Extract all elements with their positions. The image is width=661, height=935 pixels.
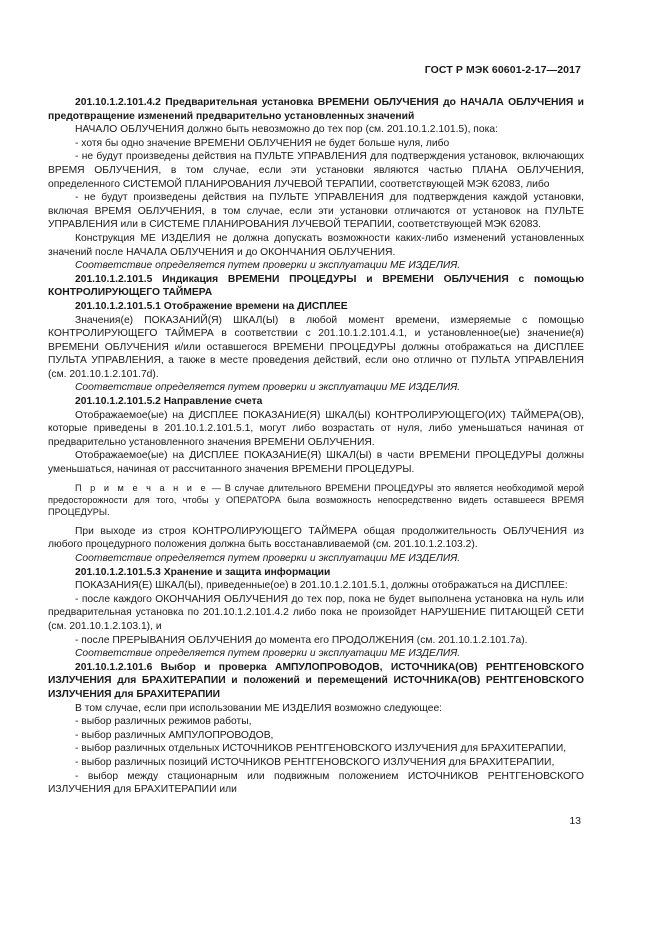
section-heading: 201.10.1.2.101.4.2 Предварительная установка ВРЕМЕНИ ОБЛУЧЕНИЯ до НАЧАЛА ОБЛУЧЕНИЯ и предотвращение изменений предварительно установленных значений — [48, 97, 584, 122]
section-heading: 201.10.1.2.101.5.3 Хранение и защита информации — [75, 566, 331, 578]
body-paragraph: - выбор различных отдельных ИСТОЧНИКОВ РЕНТГЕНОВСКОГО ИЗЛУЧЕНИЯ для БРАХИТЕРАПИИ, — [75, 743, 567, 755]
section-heading: 201.10.1.2.101.5 Индикация ВРЕМЕНИ ПРОЦЕДУРЫ и ВРЕМЕНИ ОБЛУЧЕНИЯ с помощью КОНТРОЛИРУЮЩЕГО ТАЙМЕРА — [48, 273, 584, 299]
body-paragraph: - выбор различных режимов работы, — [75, 716, 252, 728]
document-body — [48, 96, 584, 797]
section-heading: 201.10.1.2.101.6 Выбор и проверка АМПУЛОПРОВОДОВ, ИСТОЧНИКА(ОВ) РЕНТГЕНОВСКОГО ИЗЛУЧЕНИЯ для БРАХИТЕРАПИИ и положений и перемещений ИСТОЧНИКА(ОВ) РЕНТГЕНОВСКОГО ИЗЛУЧЕНИЯ для БРАХИТЕРАПИИ — [48, 661, 584, 700]
body-paragraph: ПОКАЗАНИЯ(Е) ШКАЛ(Ы), приведенные(ое) в 201.10.1.2.101.5.1, должны отображаться на ДИСПЛЕЕ: — [75, 580, 568, 592]
note-paragraph — [48, 482, 584, 519]
standard-header: ГОСТ Р МЭК 60601-2-17—2017 — [424, 64, 581, 76]
compliance-statement: Соответствие определяется путем проверки и эксплуатации МЕ ИЗДЕЛИЯ. — [75, 260, 461, 272]
body-paragraph: НАЧАЛО ОБЛУЧЕНИЯ должно быть невозможно до тех пор (см. 201.10.1.2.101.5), пока: — [75, 124, 498, 136]
compliance-statement: Соответствие определяется путем проверки и эксплуатации МЕ ИЗДЕЛИЯ. — [75, 553, 461, 565]
note-label: П р и м е ч а н и е — [75, 482, 209, 493]
body-paragraph: - хотя бы одно значение ВРЕМЕНИ ОБЛУЧЕНИЯ не будет больше нуля, либо — [75, 137, 450, 149]
section-heading: 201.10.1.2.101.5.2 Направление счета — [75, 396, 263, 408]
body-paragraph: Значения(е) ПОКАЗАНИЙ(Я) ШКАЛ(Ы) в любой момент времени, измеряемые с помощью КОНТРОЛИРУЮЩЕГО ТАЙМЕРА в соответствии с 201.10.1.2.101.4.1, и установленное(ые) значение(я) ВРЕМЕНИ ОБЛУЧЕНИЯ и/или оставшегося ВРЕМЕНИ ПРОЦЕДУРЫ должны отображаться на ДИСПЛЕЕ ПУЛЬТА УПРАВЛЕНИЯ, а также в месте проведения действий, если оно отлично от ПУЛЬТА УПРАВЛЕНИЯ (см. 201.10.1.2.101.7d). — [48, 314, 584, 380]
page-number: 13 — [569, 816, 581, 827]
note-text: — В случае длительного ВРЕМЕНИ ПРОЦЕДУРЫ это является необходимой мерой предосторожности для того, чтобы у ОПЕРАТОРА была возможность непосредственно видеть оставшееся ВРЕМЯ ПРОЦЕДУРЫ. — [48, 482, 584, 518]
body-paragraph: - выбор между стационарным или подвижным положением ИСТОЧНИКОВ РЕНТГЕНОВСКОГО ИЗЛУЧЕНИЯ для БРАХИТЕРАПИИ или — [48, 770, 584, 796]
body-paragraph: При выходе из строя КОНТРОЛИРУЮЩЕГО ТАЙМЕРА общая продолжительность ОБЛУЧЕНИЯ из любого процедурного положения должна быть восстанавливаемой (см. 201.10.1.2.103.2). — [48, 525, 584, 551]
body-paragraph: Отображаемое(ые) на ДИСПЛЕЕ ПОКАЗАНИЕ(Я) ШКАЛ(Ы) в части ВРЕМЕНИ ПРОЦЕДУРЫ должны уменьшаться, начиная от рассчитанного значения ВРЕМЕНИ ПРОЦЕДУРЫ. — [48, 450, 584, 476]
compliance-statement: Соответствие определяется путем проверки и эксплуатации МЕ ИЗДЕЛИЯ. — [75, 648, 461, 660]
compliance-statement: Соответствие определяется путем проверки и эксплуатации МЕ ИЗДЕЛИЯ. — [75, 382, 461, 394]
section-heading: 201.10.1.2.101.5.1 Отображение времени на ДИСПЛЕЕ — [75, 300, 348, 312]
body-paragraph: - не будут произведены действия на ПУЛЬТЕ УПРАВЛЕНИЯ для подтверждения установок, включающих ВРЕМЯ ОБЛУЧЕНИЯ, в том случае, если эти установки являются частью ПЛАНА ОБЛУЧЕНИЯ, определенного СИСТЕМОЙ ПЛАНИРОВАНИЯ ЛУЧЕВОЙ ТЕРАПИИ, соответствующей МЭК 62083, либо — [48, 151, 584, 190]
body-paragraph: - выбор различных АМПУЛОПРОВОДОВ, — [75, 729, 274, 741]
body-paragraph: - выбор различных позиций ИСТОЧНИКОВ РЕНТГЕНОВСКОГО ИЗЛУЧЕНИЯ для БРАХИТЕРАПИИ, — [75, 756, 555, 768]
body-paragraph: - после ПРЕРЫВАНИЯ ОБЛУЧЕНИЯ до момента его ПРОДОЛЖЕНИЯ (см. 201.10.1.2.101.7a). — [75, 634, 528, 646]
body-paragraph: - не будут произведены действия на ПУЛЬТЕ УПРАВЛЕНИЯ для подтверждения каждой установки, включая ВРЕМЯ ОБЛУЧЕНИЯ, в том случае, если эти установки отличаются от установок на ПУЛЬТЕ УПРАВЛЕНИЯ или в СИСТЕМЕ ПЛАНИРОВАНИЯ ЛУЧЕВОЙ ТЕРАПИИ, соответствующей МЭК 62083. — [48, 192, 584, 231]
body-paragraph: В том случае, если при использовании МЕ ИЗДЕЛИЯ возможно следующее: — [75, 702, 443, 714]
body-paragraph: - после каждого ОКОНЧАНИЯ ОБЛУЧЕНИЯ до тех пор, пока не будет выполнена установка на нуль или предварительная установка по 201.10.1.2.101.4.2 либо пока не произойдет НАРУШЕНИЕ ПИТАЮЩЕЙ СЕТИ (см. 201.10.1.2.103.1), и — [48, 593, 584, 632]
body-paragraph: Конструкция МЕ ИЗДЕЛИЯ не должна допускать возможности каких-либо изменений установленных значений после НАЧАЛА ОБЛУЧЕНИЯ и до ОКОНЧАНИЯ ОБЛУЧЕНИЯ. — [48, 232, 584, 258]
body-paragraph: Отображаемое(ые) на ДИСПЛЕЕ ПОКАЗАНИЕ(Я) ШКАЛ(Ы) КОНТРОЛИРУЮЩЕГО(ИХ) ТАЙМЕРА(ОВ), которые приведены в 201.10.1.2.101.5.1, могут либо возрастать от нуля, либо уменьшаться начиная от предварительно установленного значения ВРЕМЕНИ ОБЛУЧЕНИЯ. — [48, 409, 584, 448]
